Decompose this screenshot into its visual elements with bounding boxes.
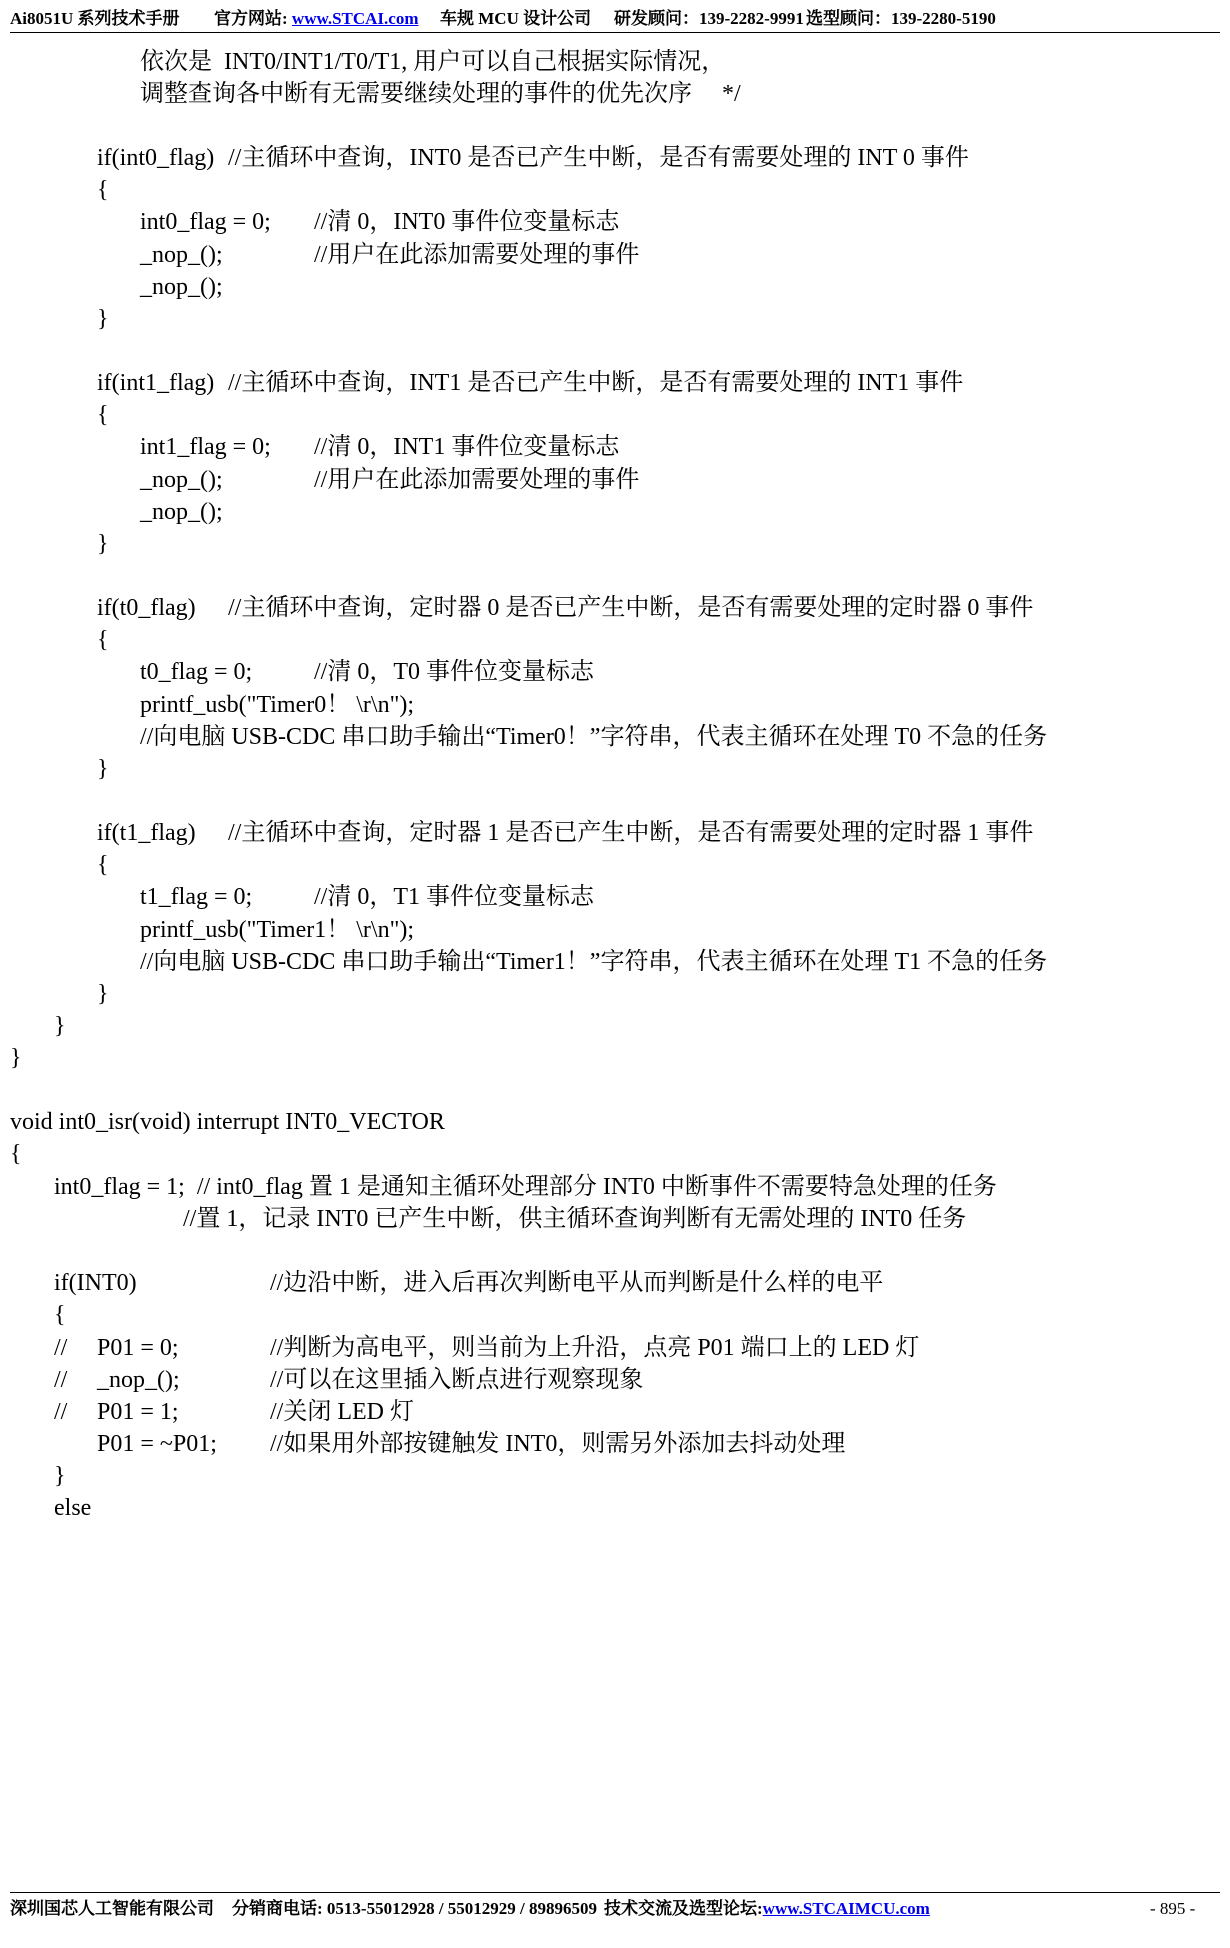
code-line: _nop_(); [140,242,223,268]
code-line: // [54,1399,68,1425]
code-line: else [54,1495,92,1521]
footer-rule [10,1892,1220,1893]
code-line: } [54,1013,66,1039]
code-comment: //主循环中查询，INT0 是否已产生中断，是否有需要处理的 INT 0 事件 [228,145,969,171]
code-line: t0_flag = 0; [140,659,253,685]
site-info [214,6,418,32]
code-line: } [54,1463,66,1489]
footer-company: 深圳国芯人工智能有限公司 [10,1899,214,1918]
code-line: _nop_(); [97,1367,180,1393]
code-comment: //边沿中断，进入后再次判断电平从而判断是什么样的电平 [270,1270,884,1296]
code-line: int0_flag = 0; [140,209,271,235]
code-comment: //向电脑 USB-CDC 串口助手输出“Timer1！”字符串，代表主循环在处理 T1 不急的任务 [140,949,1048,975]
code-comment: //主循环中查询，定时器 0 是否已产生中断，是否有需要处理的定时器 0 事件 [228,595,1034,621]
site-link[interactable]: www.STCAI.com [291,9,419,28]
code-line: 调整查询各中断有无需要继续处理的事件的优先次序 */ [140,81,741,107]
code-line: 依次是 INT0/INT1/T0/T1, 用户可以自己根据实际情况， [140,49,726,75]
code-line: { [97,177,109,203]
code-line: { [97,627,109,653]
forum-link[interactable]: www.STCAIMCU.com [762,1899,930,1918]
page-number: - 895 - [1150,1899,1196,1918]
code-line: } [97,531,109,557]
code-line: _nop_(); [140,499,223,525]
code-line: P01 = 1; [97,1399,179,1425]
code-line: } [97,306,109,332]
code-line: printf_usb("Timer1！ \r\n"); [140,917,415,943]
footer-phone: 分销商电话: 0513-55012928 / 55012929 / 89896509 [232,1899,598,1918]
code-comment: //清 0，INT0 事件位变量标志 [314,209,620,235]
header-rule [10,32,1220,33]
code-comment: //主循环中查询，INT1 是否已产生中断，是否有需要处理的 INT1 事件 [228,370,964,396]
code-comment: //如果用外部按键触发 INT0，则需另外添加去抖动处理 [270,1431,846,1457]
code-line: void int0_isr(void) interrupt INT0_VECTOR [10,1109,445,1135]
code-comment: //用户在此添加需要处理的事件 [314,467,640,493]
site-label: 官方网站: [214,9,292,28]
code-line: { [97,402,109,428]
code-line: if(int1_flag) [97,370,215,396]
code-line: int1_flag = 0; [140,434,271,460]
code-comment: //关闭 LED 灯 [270,1399,414,1425]
doc-title: Ai8051U 系列技术手册 [10,9,180,28]
code-line: if(t1_flag) [97,820,196,846]
code-line: // [54,1367,68,1393]
code-comment: //判断为高电平，则当前为上升沿，点亮 P01 端口上的 LED 灯 [270,1335,920,1361]
code-line: printf_usb("Timer0！ \r\n"); [140,692,415,718]
code-line: P01 = ~P01; [97,1431,217,1457]
code-comment: //可以在这里插入断点进行观察现象 [270,1367,644,1393]
code-line: { [54,1302,66,1328]
code-line: } [97,981,109,1007]
code-line: if(INT0) [54,1270,137,1296]
code-comment: //置 1，记录 INT0 已产生中断，供主循环查询判断有无需处理的 INT0 任务 [183,1206,967,1232]
code-comment: //主循环中查询，定时器 1 是否已产生中断，是否有需要处理的定时器 1 事件 [228,820,1034,846]
code-line: _nop_(); [140,274,223,300]
code-comment: //清 0，T1 事件位变量标志 [314,884,594,910]
code-line: if(t0_flag) [97,595,196,621]
code-line: t1_flag = 0; [140,884,253,910]
code-line: { [97,852,109,878]
select-advisor: 选型顾问：139-2280-5190 [806,9,996,28]
code-line: _nop_(); [140,467,223,493]
code-comment: //向电脑 USB-CDC 串口助手输出“Timer0！”字符串，代表主循环在处理 T0 不急的任务 [140,724,1048,750]
forum-label: 技术交流及选型论坛: [604,1899,763,1918]
code-comment: //清 0，T0 事件位变量标志 [314,659,594,685]
code-line: } [10,1045,22,1071]
code-line: if(int0_flag) [97,145,215,171]
design-company: 车规 MCU 设计公司 [440,9,592,28]
footer-forum [604,1896,930,1922]
code-comment: //清 0，INT1 事件位变量标志 [314,434,620,460]
code-line: } [97,756,109,782]
rd-advisor: 研发顾问：139-2282-9991 [614,9,804,28]
code-line: P01 = 0; [97,1335,179,1361]
code-line: { [10,1141,22,1167]
code-line: // [54,1335,68,1361]
code-comment: //用户在此添加需要处理的事件 [314,242,640,268]
code-line: int0_flag = 1; // int0_flag 置 1 是通知主循环处理部分 INT0 中断事件不需要特急处理的任务 [54,1174,997,1200]
